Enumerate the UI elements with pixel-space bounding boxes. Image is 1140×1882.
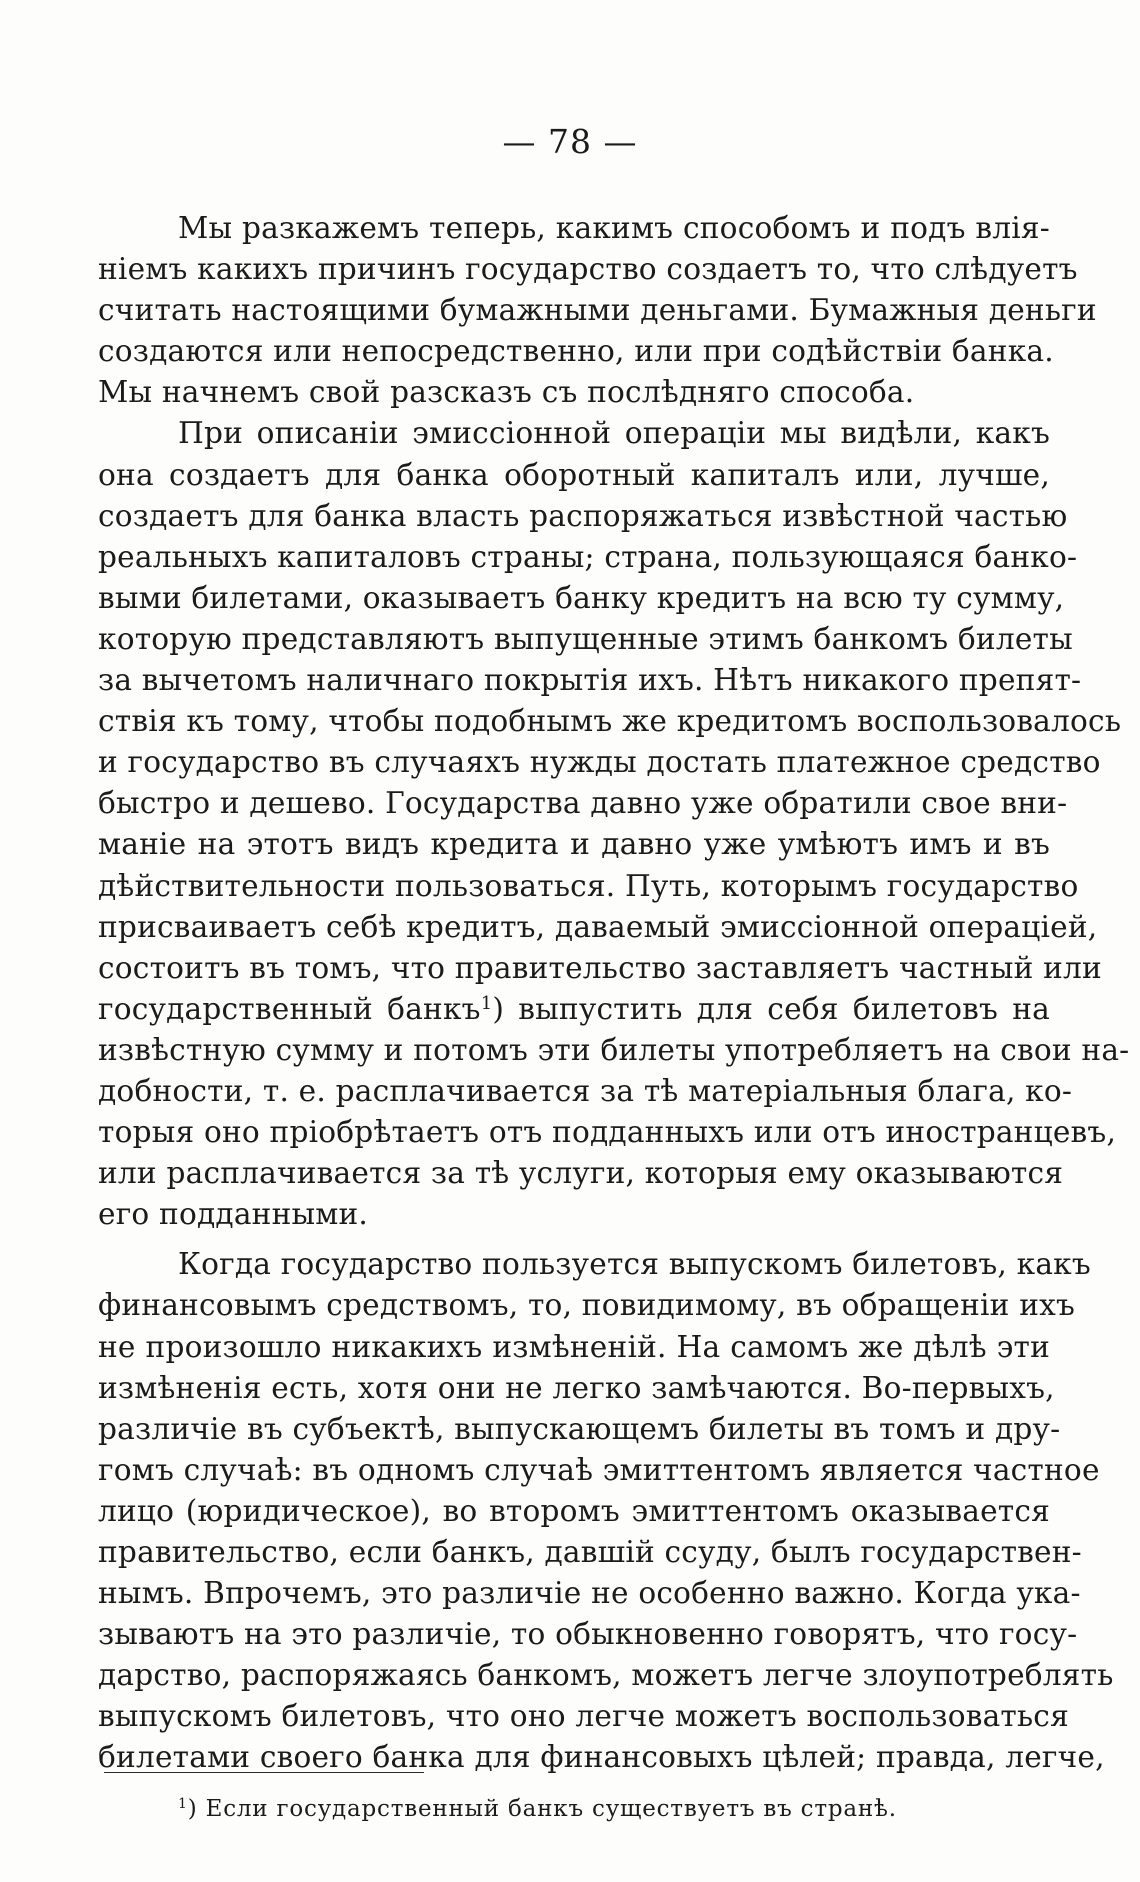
- text-line: ствія къ тому, чтобы подобнымъ же кредитомъ воспользовалось: [98, 704, 1122, 739]
- text-line: она создаетъ для банка оборотный капиталъ или, лучше,: [98, 457, 1050, 492]
- text-line: выми билетами, оказываетъ банку кредитъ на всю ту сумму,: [98, 580, 1065, 615]
- text-line: зываютъ на это различіе, то обыкновенно говорятъ, что госу-: [98, 1617, 1078, 1652]
- text-line: и государство въ случаяхъ нужды достать платежное средство: [98, 745, 1101, 780]
- text-line: создаетъ для банка власть распоряжаться извѣстной частью: [98, 498, 1068, 533]
- text-line: за вычетомъ наличнаго покрытія ихъ. Нѣтъ никакого препят-: [98, 663, 1082, 698]
- text-line: Мы разкажемъ теперь, какимъ способомъ и подъ влія-: [178, 211, 1050, 245]
- text-line: ніемъ какихъ причинъ государство создаетъ то, что слѣдуетъ: [98, 252, 1078, 287]
- text-line: торыя оно пріобрѣтаетъ отъ подданныхъ или отъ иностранцевъ,: [98, 1115, 1117, 1150]
- paragraph-3: [98, 1244, 1114, 1778]
- text-line: правительство, если банкъ, давшій ссуду, былъ государствен-: [98, 1535, 1082, 1569]
- text-line: измѣненія есть, хотя они не легко замѣчаются. Во-первыхъ,: [98, 1370, 1055, 1405]
- text-line-part: ) выпустить для себя билетовъ на: [492, 991, 1050, 1026]
- text-line: дарство, распоряжаясь банкомъ, можетъ легче злоупотреблять: [98, 1658, 1114, 1693]
- text-line: различіе въ субъектѣ, выпускающемъ билеты въ томъ и дру-: [98, 1411, 1061, 1446]
- footnote: [178, 1795, 897, 1823]
- text-line: считать настоящими бумажными деньгами. Бумажныя деньги: [98, 293, 1097, 328]
- text-line: гомъ случаѣ: въ одномъ случаѣ эмиттентомъ является частное: [98, 1452, 1100, 1487]
- text-line: быстро и дешево. Государства давно уже обратили свое вни-: [98, 786, 1068, 821]
- text-line: маніе на этотъ видъ кредита и давно уже умѣютъ имъ и въ: [98, 827, 1050, 862]
- text-line-part: государственный банкъ: [98, 991, 481, 1026]
- text-line: выпускомъ билетовъ, что оно легче можетъ воспользоваться: [98, 1699, 1069, 1734]
- footnote-number: 1: [178, 1796, 188, 1812]
- text-line: реальныхъ капиталовъ страны; страна, пользующаяся банко-: [98, 539, 1078, 574]
- text-line: состоитъ въ томъ, что правительство заставляетъ частный или: [98, 950, 1102, 985]
- text-line: билетами своего банка для финансовыхъ цѣлей; правда, легче,: [98, 1740, 1105, 1775]
- text-line: лицо (юридическое), во второмъ эмиттентомъ оказывается: [98, 1493, 1050, 1528]
- text-line: или расплачивается за тѣ услуги, которыя ему оказываются: [98, 1156, 1064, 1191]
- text-line: не произошло никакихъ измѣненій. На самомъ же дѣлѣ эти: [98, 1329, 1050, 1364]
- text-line: добности, т. е. расплачивается за тѣ матеріальныя блага, ко-: [98, 1073, 1073, 1108]
- text-line: нымъ. Впрочемъ, это различіе не особенно важно. Когда ука-: [98, 1576, 1081, 1611]
- text-line: финансовымъ средствомъ, то, повидимому, въ обращеніи ихъ: [98, 1288, 1076, 1323]
- text-line: дѣйствительности пользоваться. Путь, которымъ государство: [98, 868, 1079, 903]
- text-line-with-footnote: [98, 989, 1050, 1030]
- paragraph-1: [98, 208, 1097, 413]
- text-line: Мы начнемъ свой разсказъ съ послѣдняго способа.: [98, 375, 915, 410]
- text-line: его подданными.: [98, 1197, 369, 1232]
- text-line: которую представляютъ выпущенные этимъ банкомъ билеты: [98, 621, 1073, 656]
- footnote-marker: 1: [480, 992, 493, 1014]
- text-line: создаются или непосредственно, или при содѣйствіи банка.: [98, 334, 1054, 369]
- body-text: [98, 208, 1130, 1779]
- text-line: присваиваетъ себѣ кредитъ, даваемый эмиссіонной операціей,: [98, 909, 1098, 944]
- footnote-text: ) Если государственный банкъ существуетъ въ странѣ.: [187, 1796, 897, 1822]
- paragraph-2: [98, 413, 1130, 1235]
- text-line: извѣстную сумму и потомъ эти билеты употребляетъ на свои на-: [98, 1032, 1130, 1067]
- text-line: Когда государство пользуется выпускомъ билетовъ, какъ: [178, 1247, 1091, 1282]
- page-number: — 78 —: [502, 122, 638, 161]
- footnote-divider: [104, 1772, 424, 1773]
- text-line: При описаніи эмиссіонной операціи мы видѣли, какъ: [178, 416, 1050, 451]
